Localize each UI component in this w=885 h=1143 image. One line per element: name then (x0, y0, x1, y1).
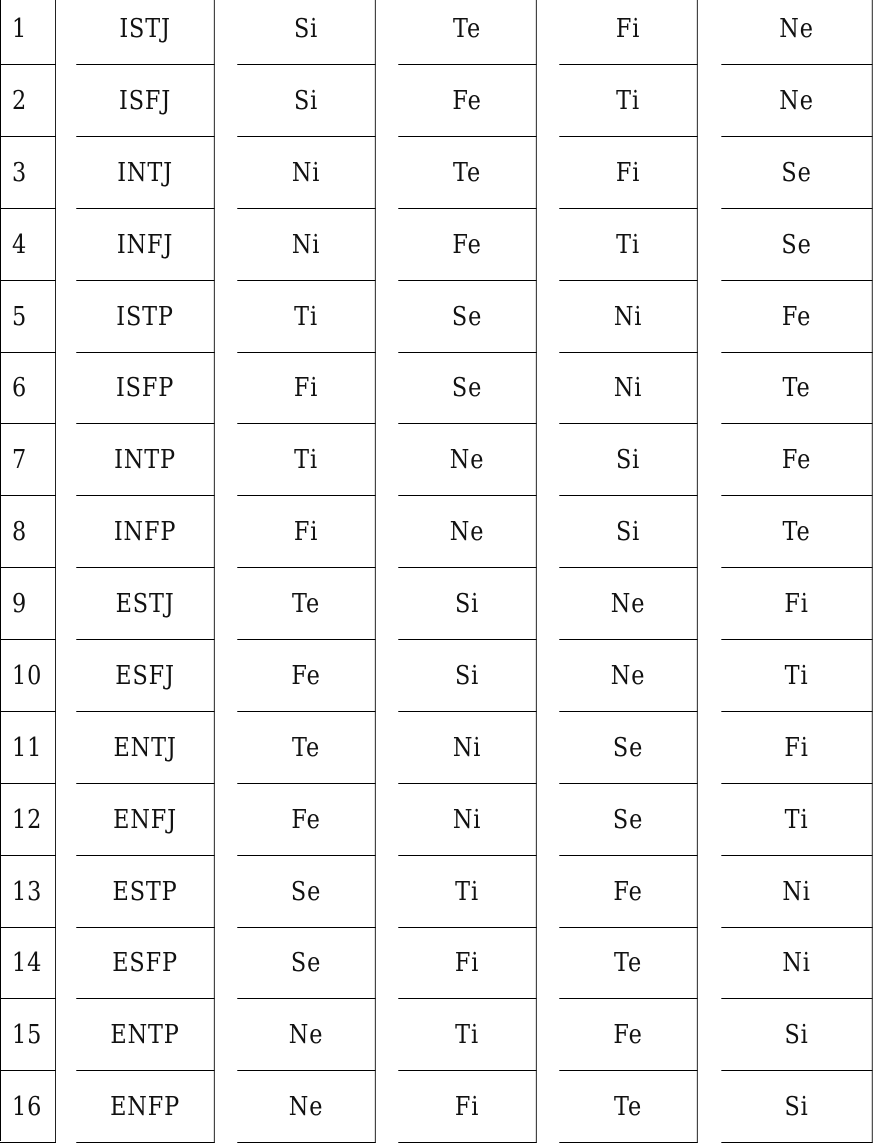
type-code-cell: ESFP (76, 927, 214, 999)
type-code-cell: ISTJ (76, 0, 214, 65)
inferior-function-cell: Fe (721, 424, 872, 496)
table-row (0, 0, 885, 65)
type-code-cell: ESFJ (76, 640, 214, 712)
dominant-function-cell: Ne (237, 1071, 375, 1143)
inferior-function-cell: Si (721, 1071, 872, 1143)
tertiary-function-cell: Si (559, 424, 697, 496)
inferior-function-cell: Si (721, 999, 872, 1071)
row-number-cell: 8 (0, 496, 56, 568)
auxiliary-function-cell: Ni (398, 784, 536, 856)
dominant-function-cell: Fi (237, 352, 375, 424)
tertiary-function-cell: Ne (559, 568, 697, 640)
dominant-function-cell: Si (237, 0, 375, 65)
tertiary-function-cell: Si (559, 496, 697, 568)
table-row (0, 856, 885, 928)
dominant-function-cell: Te (237, 712, 375, 784)
type-code-cell: ISTP (76, 281, 214, 353)
inferior-function-cell: Fi (721, 712, 872, 784)
auxiliary-function-cell: Ni (398, 712, 536, 784)
table-row (0, 352, 885, 424)
type-code-cell: INFP (76, 496, 214, 568)
type-code-cell: INTP (76, 424, 214, 496)
type-code-cell: ENFJ (76, 784, 214, 856)
tertiary-function-cell: Fe (559, 999, 697, 1071)
auxiliary-function-cell: Te (398, 137, 536, 209)
auxiliary-function-cell: Fe (398, 209, 536, 281)
auxiliary-function-cell: Se (398, 281, 536, 353)
table-row (0, 712, 885, 784)
tertiary-function-cell: Te (559, 927, 697, 999)
auxiliary-function-cell: Ne (398, 496, 536, 568)
dominant-function-cell: Si (237, 65, 375, 137)
tertiary-function-cell: Te (559, 1071, 697, 1143)
row-number-cell: 6 (0, 352, 56, 424)
tertiary-function-cell: Fi (559, 0, 697, 65)
row-number-cell: 4 (0, 209, 56, 281)
row-number-cell: 9 (0, 568, 56, 640)
tertiary-function-cell: Ne (559, 640, 697, 712)
auxiliary-function-cell: Ti (398, 999, 536, 1071)
row-number-cell: 11 (0, 712, 56, 784)
auxiliary-function-cell: Fe (398, 65, 536, 137)
auxiliary-function-cell: Fi (398, 927, 536, 999)
inferior-function-cell: Ni (721, 927, 872, 999)
inferior-function-cell: Fi (721, 568, 872, 640)
auxiliary-function-cell: Si (398, 640, 536, 712)
row-number-cell: 14 (0, 927, 56, 999)
table-row (0, 209, 885, 281)
type-code-cell: ESTP (76, 856, 214, 928)
tertiary-function-cell: Ni (559, 281, 697, 353)
type-code-cell: ENTJ (76, 712, 214, 784)
row-number-cell: 3 (0, 137, 56, 209)
dominant-function-cell: Se (237, 856, 375, 928)
table-row (0, 568, 885, 640)
row-number-cell: 10 (0, 640, 56, 712)
tertiary-function-cell: Se (559, 784, 697, 856)
type-code-cell: ISFP (76, 352, 214, 424)
row-number-cell: 2 (0, 65, 56, 137)
dominant-function-cell: Ni (237, 137, 375, 209)
table-row (0, 496, 885, 568)
tertiary-function-cell: Se (559, 712, 697, 784)
table-row (0, 65, 885, 137)
table-row (0, 424, 885, 496)
table-row (0, 999, 885, 1071)
type-code-cell: ENFP (76, 1071, 214, 1143)
tertiary-function-cell: Ti (559, 209, 697, 281)
dominant-function-cell: Fe (237, 640, 375, 712)
row-number-cell: 16 (0, 1071, 56, 1143)
auxiliary-function-cell: Si (398, 568, 536, 640)
table-row (0, 784, 885, 856)
dominant-function-cell: Ti (237, 281, 375, 353)
inferior-function-cell: Se (721, 137, 872, 209)
row-number-cell: 5 (0, 281, 56, 353)
auxiliary-function-cell: Se (398, 352, 536, 424)
row-number-cell: 13 (0, 856, 56, 928)
dominant-function-cell: Ti (237, 424, 375, 496)
auxiliary-function-cell: Te (398, 0, 536, 65)
table-row (0, 927, 885, 999)
inferior-function-cell: Te (721, 352, 872, 424)
inferior-function-cell: Fe (721, 281, 872, 353)
row-number-cell: 1 (0, 0, 56, 65)
inferior-function-cell: Ni (721, 856, 872, 928)
dominant-function-cell: Ne (237, 999, 375, 1071)
dominant-function-cell: Fe (237, 784, 375, 856)
inferior-function-cell: Te (721, 496, 872, 568)
inferior-function-cell: Ti (721, 640, 872, 712)
table-row (0, 137, 885, 209)
tertiary-function-cell: Ti (559, 65, 697, 137)
dominant-function-cell: Se (237, 927, 375, 999)
inferior-function-cell: Ti (721, 784, 872, 856)
type-code-cell: ENTP (76, 999, 214, 1071)
inferior-function-cell: Se (721, 209, 872, 281)
inferior-function-cell: Ne (721, 0, 872, 65)
auxiliary-function-cell: Fi (398, 1071, 536, 1143)
row-number-cell: 12 (0, 784, 56, 856)
dominant-function-cell: Te (237, 568, 375, 640)
type-code-cell: INTJ (76, 137, 214, 209)
type-code-cell: ISFJ (76, 65, 214, 137)
tertiary-function-cell: Fi (559, 137, 697, 209)
tertiary-function-cell: Fe (559, 856, 697, 928)
auxiliary-function-cell: Ne (398, 424, 536, 496)
tertiary-function-cell: Ni (559, 352, 697, 424)
row-number-cell: 15 (0, 999, 56, 1071)
type-code-cell: ESTJ (76, 568, 214, 640)
inferior-function-cell: Ne (721, 65, 872, 137)
row-number-cell: 7 (0, 424, 56, 496)
type-code-cell: INFJ (76, 209, 214, 281)
table-row (0, 281, 885, 353)
auxiliary-function-cell: Ti (398, 856, 536, 928)
dominant-function-cell: Fi (237, 496, 375, 568)
table-row (0, 1071, 885, 1143)
table-row (0, 640, 885, 712)
dominant-function-cell: Ni (237, 209, 375, 281)
